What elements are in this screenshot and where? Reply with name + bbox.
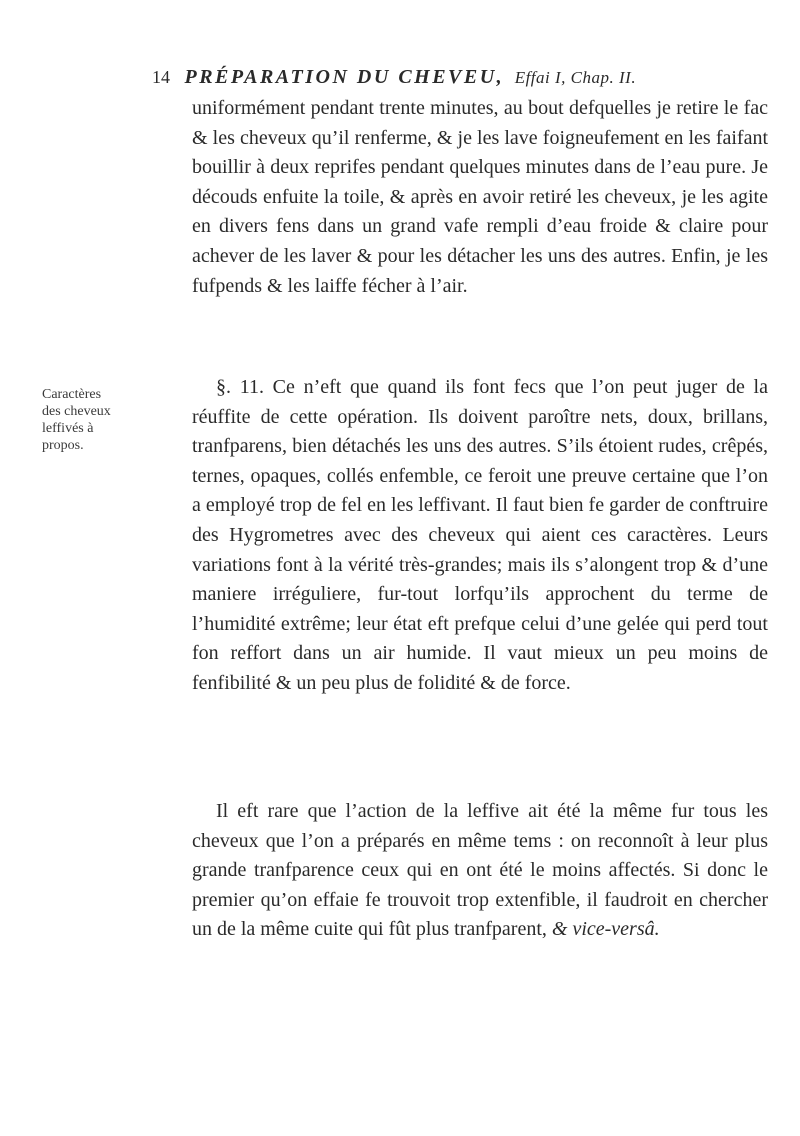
- page-header: [152, 66, 772, 89]
- paragraph-3-tail: & vice-versâ.: [551, 918, 660, 941]
- paragraph-3-main: Il eft rare que l’action de la leffive ait été la même fur tous les cheveux que l’on a préparés en même tems : on reconnoît à leur plus grande tranfparence ceux qui en ont été le moins affectés. Si donc le premier qu’on effaie fe trouvoit trop extenfible, il faudroit en chercher un de la même cuite qui fût plus tranfparent,: [192, 800, 768, 941]
- paragraph-1: uniformément pendant trente minutes, au bout defquelles je retire le fac & les cheveux qu’il renferme, & je les lave foigneufement en les faifant bouillir à deux reprifes pendant quelques minutes dans de l’eau pure. Je découds enfuite la toile, & après en avoir retiré les cheveux, je les agite en divers fens dans un grand vafe rempli d’eau froide & claire pour achever de les laver & pour les détacher les uns des autres. Enfin, je les fufpends & les laiffe fécher à l’air.: [192, 97, 768, 297]
- margin-note-line: Caractères: [42, 387, 102, 402]
- page-number: 14: [152, 67, 170, 87]
- chapter-reference: Effai I, Chap. II.: [514, 68, 637, 87]
- margin-note-line: des cheveux: [42, 404, 111, 419]
- paragraph-3: [192, 797, 768, 945]
- running-title: PRÉPARATION DU CHEVEU,: [184, 66, 505, 88]
- margin-note-line: leffivés à: [42, 421, 94, 436]
- margin-note-line: propos.: [42, 438, 84, 453]
- paragraph-2: §. 11. Ce n’eft que quand ils font fecs que l’on peut juger de la réuffite de cette opération. Ils doivent paroître nets, doux, brillans, tranfparens, bien détachés les uns des autres. S’ils étoient rudes, crêpés, ternes, opaques, collés enfemble, ce feroit une preuve certaine que l’on a employé trop de fel en les leffivant. Il faut bien fe garder de conftruire des Hygrometres avec des cheveux qui aient ces caractères. Leurs variations font à la vérité très-grandes; mais ils s’alongent trop & d’une maniere irréguliere, fur-tout lorfqu’ils approchent du terme de l’humidité extrême; leur état eft prefque celui d’une gelée qui perd tout fon reffort dans un air humide. Il vaut mieux un peu moins de fenfibilité & un peu plus de folidité & de force.: [192, 376, 768, 694]
- margin-note: [42, 386, 142, 454]
